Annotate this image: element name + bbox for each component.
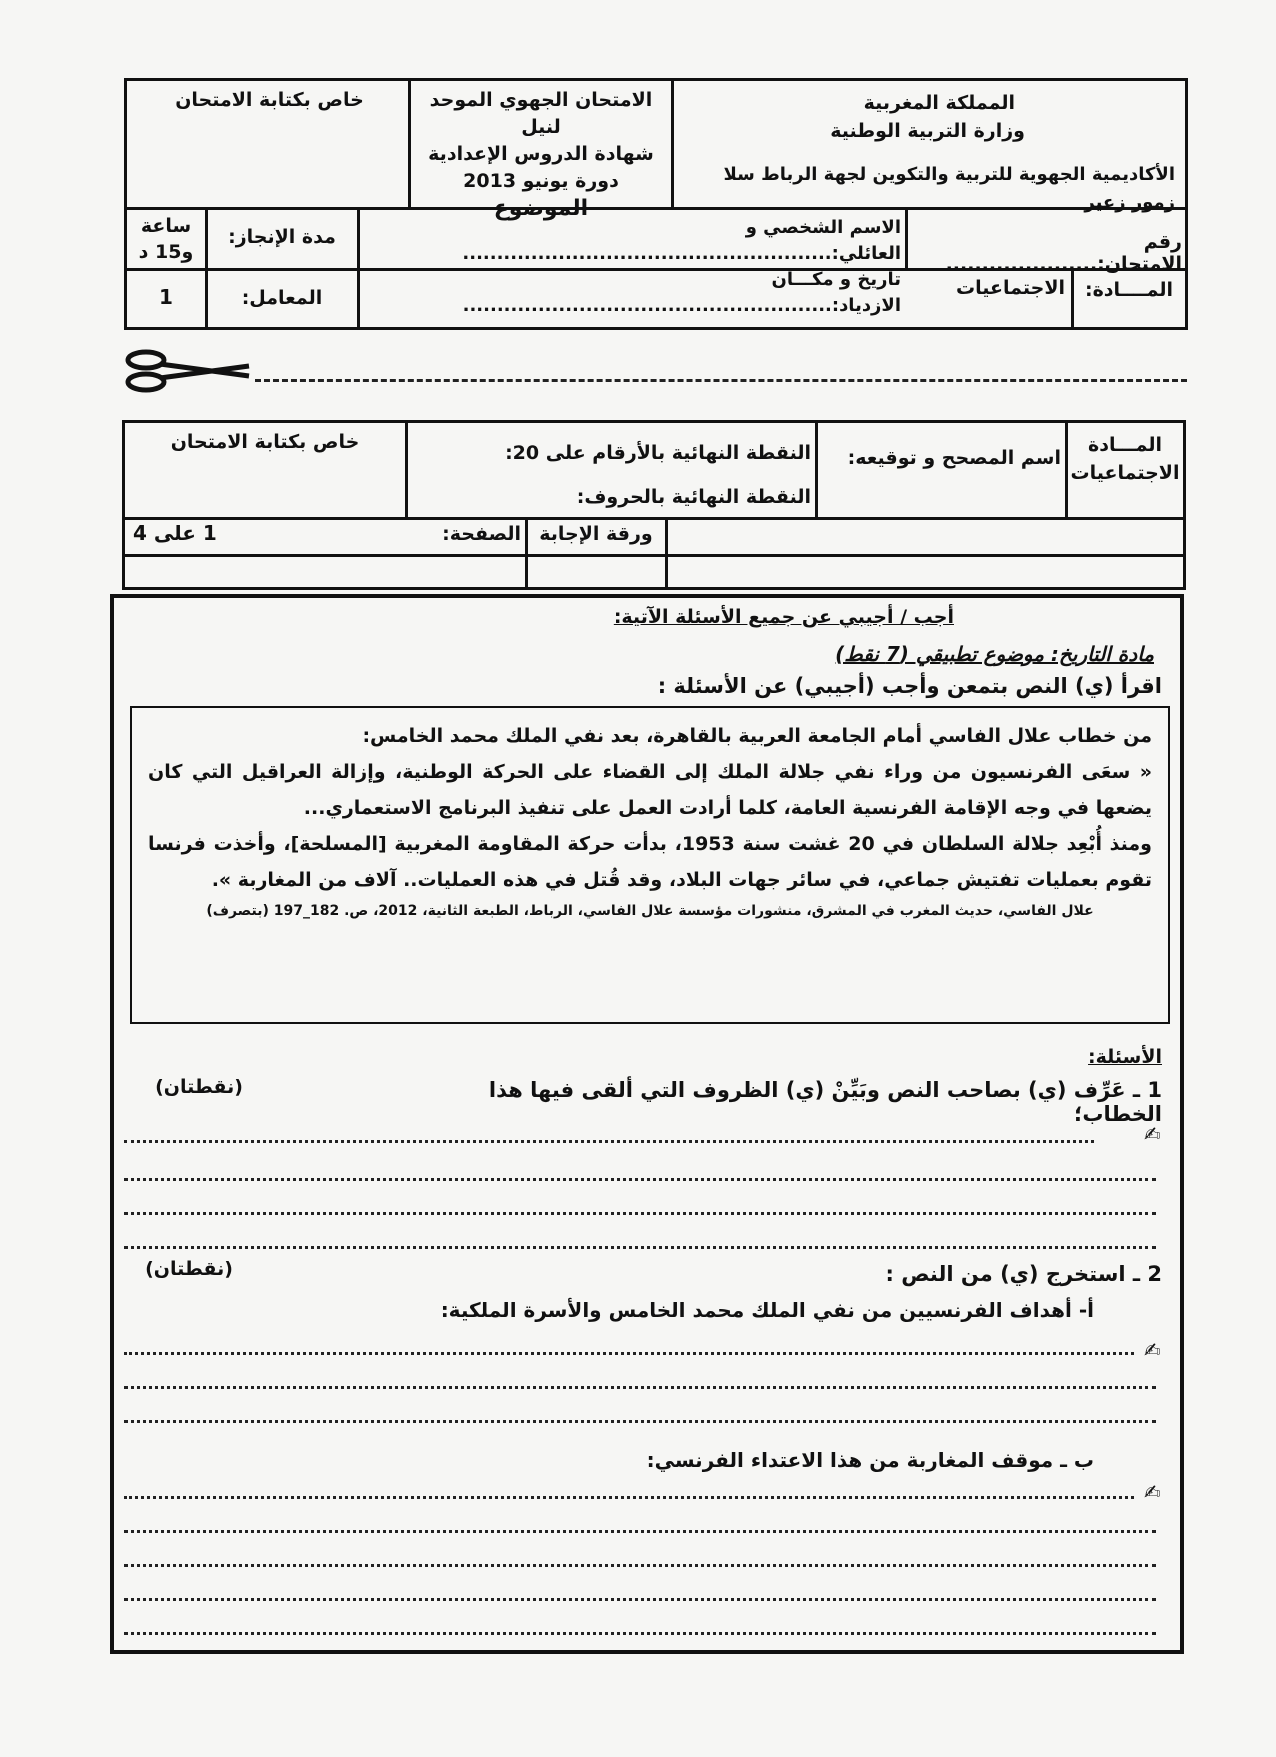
session-date: دورة يونيو 2013 <box>463 170 619 192</box>
instruction: أجب / أجيبي عن جميع الأسئلة الآتية: <box>613 606 954 628</box>
question-1: 1 ـ عَرِّف (ي) بصاحب النص وبَيِّنْ (ي) الظروف التي ألقى فيها هذا الخطاب؛ <box>488 1078 1162 1126</box>
pencil-icon: ✍ <box>1144 1480 1161 1504</box>
coefficient-label: المعامل: <box>241 287 323 309</box>
duration-label: مدة الإنجاز: <box>228 226 336 248</box>
answer-subject-label: المـــادة <box>1088 434 1162 456</box>
duration-value: ساعة و15 د <box>138 215 194 263</box>
text-paragraph-1: « سعَى الفرنسيون من وراء نفي جلالة الملك إلى القضاء على الحركة الوطنية، وإزالة العراقيل التي كان يضعها في وجه الإقامة الفرنسية العامة، كلما أرادت العمل على تنفيذ البرنامج الاستعماري... <box>148 761 1152 819</box>
text-paragraph-2: ومنذ أُبْعِد جلالة السلطان في 20 غشت سنة 1953، بدأت حركة المقاومة المغربية [المسلحة]، وأخذت فرنسا تقوم بعمليات تفتيش جماعي، في سائر جهات البلاد، وقد قُتل في هذه العمليات.. آلاف من المغاربة ». <box>148 833 1152 891</box>
question-2a: أ- أهداف الفرنسيين من نفي الملك محمد الخامس والأسرة الملكية: <box>440 1298 1094 1322</box>
answer-line[interactable] <box>124 1632 1156 1635</box>
text-intro: من خطاب علال الفاسي أمام الجامعة العربية بالقاهرة، بعد نفي الملك محمد الخامس: <box>362 725 1152 747</box>
read-instruction: اقرأ (ي) النص بتمعن وأجب (أجيبي) عن الأسئلة : <box>657 674 1162 698</box>
cut-line <box>255 379 1187 382</box>
question-1-points: (نقطتان) <box>155 1076 243 1098</box>
answer-subject-value: الاجتماعيات <box>1070 462 1180 484</box>
exam-header-table <box>124 78 1188 330</box>
answer-line[interactable] <box>124 1140 1094 1143</box>
section-title: مادة التاريخ: موضوع تطبيقي (7 نقط) <box>835 642 1154 666</box>
questions-title: الأسئلة: <box>1088 1046 1162 1068</box>
subject-label: المــــادة: <box>1084 279 1174 301</box>
answer-line[interactable] <box>124 1564 1156 1567</box>
answer-line[interactable] <box>124 1246 1156 1249</box>
answer-header-table <box>122 420 1186 590</box>
subject-value: الاجتماعيات <box>956 277 1065 299</box>
question-2-points: (نقطتان) <box>145 1258 233 1280</box>
question-2: 2 ـ استخرج (ي) من النص : <box>885 1262 1162 1286</box>
answer-line[interactable] <box>124 1530 1156 1533</box>
answer-line[interactable] <box>124 1598 1156 1601</box>
answer-line[interactable] <box>124 1352 1134 1355</box>
certificate-name: شهادة الدروس الإعدادية <box>428 143 654 165</box>
pencil-icon: ✍ <box>1144 1122 1161 1146</box>
subject-word: الموضوع <box>493 196 589 221</box>
final-score-letters[interactable]: النقطة النهائية بالحروف: <box>576 486 811 508</box>
answer-line[interactable] <box>124 1386 1156 1389</box>
ministry-name: وزارة التربية الوطنية <box>830 120 1025 142</box>
final-score-digits[interactable]: النقطة النهائية بالأرقام على 20: <box>505 442 811 464</box>
page-label: الصفحة: <box>442 523 521 545</box>
birth-field[interactable]: تاريخ و مكـــان الازدياد:...................................................... <box>462 269 901 316</box>
answer-line[interactable] <box>124 1496 1134 1499</box>
exam-number-field[interactable]: رقم الامتحان:..................... <box>945 231 1182 275</box>
answer-reserved-label: خاص بكتابة الامتحان <box>170 431 360 453</box>
pencil-icon: ✍ <box>1144 1338 1161 1362</box>
coefficient-value: 1 <box>159 285 173 309</box>
source-text-box <box>130 706 1170 1024</box>
reserved-label: خاص بكتابة الامتحان <box>175 89 364 111</box>
exam-title: الامتحان الجهوي الموحد لنيل <box>429 89 653 138</box>
text-source: علال الفاسي، حديث المغرب في المشرق، منشورات مؤسسة علال الفاسي، الرباط، الطبعة الثانية، 2012، ص. 182_197 (بتصرف) <box>206 903 1094 919</box>
answer-line[interactable] <box>124 1420 1156 1423</box>
answer-line[interactable] <box>124 1212 1156 1215</box>
exam-body <box>110 594 1184 1654</box>
answer-sheet-label: ورقة الإجابة <box>539 523 653 545</box>
academy-name: الأكاديمية الجهوية للتربية والتكوين لجهة الرباط سلا زمور زعير <box>723 164 1175 213</box>
corrector-field[interactable]: اسم المصحح و توقيعه: <box>847 447 1061 469</box>
kingdom-name: المملكة المغربية <box>863 92 1015 114</box>
answer-line[interactable] <box>124 1178 1156 1181</box>
page-value: 1 على 4 <box>133 521 217 545</box>
scissors-icon <box>124 348 254 394</box>
name-field[interactable]: الاسم الشخصي و العائلي:...................................................... <box>462 217 901 264</box>
question-2b: ب ـ موقف المغاربة من هذا الاعتداء الفرنسي: <box>646 1448 1094 1472</box>
